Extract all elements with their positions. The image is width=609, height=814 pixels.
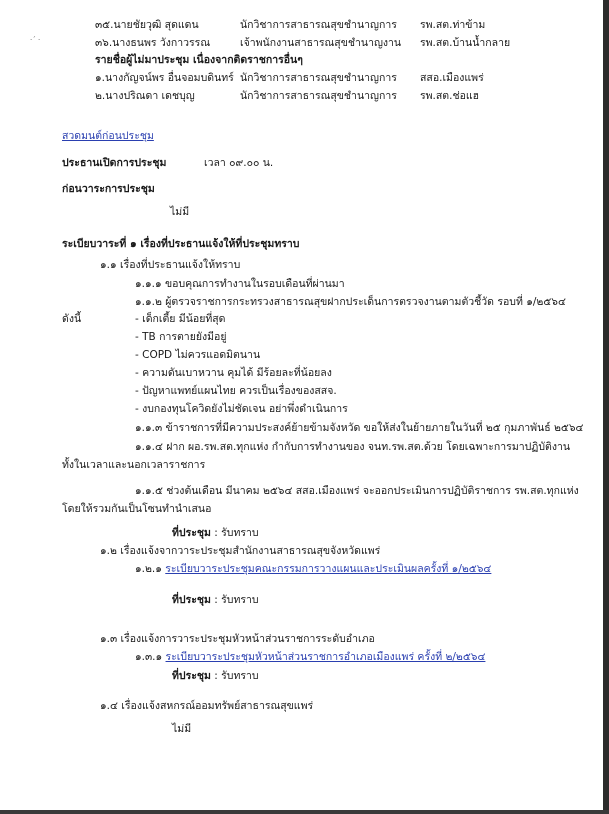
absentee-name: ๑.นางกัญจน์พร อื่นจอมบดินทร์	[95, 72, 234, 84]
scan-edge-right	[603, 0, 609, 814]
item-1-3-1-link[interactable]: ระเบียบวาระประชุมหัวหน้าส่วนราชการอำเภอเมืองแพร่ ครั้งที่ ๒/๒๕๖๔	[165, 651, 486, 663]
bullet-item: - งบกองทุนโควิดยังไม่ชัดเจน อย่าพึ่งดำเนินการ	[135, 403, 348, 415]
absentee-position: นักวิชาการสาธารณสุขชำนาญการ	[240, 72, 397, 84]
item-1-1-4-continuation: ทั้งในเวลาและนอกเวลาราชการ	[62, 459, 206, 471]
pre-meeting-prayer-link[interactable]: สวดมนต์ก่อนประชุม	[62, 130, 154, 142]
chair-opening-time: เวลา ๐๙.๐๐ น.	[204, 157, 274, 169]
resolution	[172, 527, 259, 540]
attendee-position: นักวิชาการสาธารณสุขชำนาญการ	[240, 19, 397, 31]
bullet-item: - ปัญหาแพทย์แผนไทย ควรเป็นเรื่องของสสจ.	[135, 385, 337, 397]
section-1-4-none: ไม่มี	[172, 723, 192, 735]
bullet-item: - TB การตายยังมีอยู่	[135, 331, 227, 343]
bullet-item: - ความดันเบาหวาน คุมได้ มีร้อยละที่น้อยลง	[135, 367, 332, 379]
item-1-1-4: ๑.๑.๔ ฝาก ผอ.รพ.สต.ทุกแห่ง กำกับการทำงานของ จนท.รพ.สต.ด้วย โดยเฉพาะการมาปฏิบัติงาน	[135, 441, 571, 453]
resolution-value: : รับทราบ	[210, 527, 259, 539]
absentee-office: รพ.สต.ช่อแฮ	[420, 90, 480, 102]
section-1-2: ๑.๒ เรื่องแจ้งจากวาระประชุมสำนักงานสาธารณสุขจังหวัดแพร่	[100, 545, 381, 557]
before-agenda-label: ก่อนวาระการประชุม	[62, 183, 155, 195]
resolution-label: ที่ประชุม	[172, 527, 211, 539]
item-1-1-5: ๑.๑.๕ ช่วงต้นเดือน มีนาคม ๒๕๖๔ สสอ.เมืองแพร่ จะออกประเมินการปฏิบัติราชการ รพ.สต.ทุกแห่ง	[135, 485, 579, 497]
attendee-office: รพ.สต.ท่าข้าม	[420, 19, 486, 31]
item-1-2-1-number: ๑.๒.๑	[135, 563, 162, 575]
item-1-1-3: ๑.๑.๓ ข้าราชการที่มีความประสงค์ย้ายข้ามจังหวัด ขอให้ส่งในย้ายภายในวันที่ ๒๕ กุมภาพันธ์ ๒๕๖๔	[135, 422, 584, 434]
section-1-3: ๑.๓ เรื่องแจ้งการวาระประชุมหัวหน้าส่วนราชการระดับอำเภอ	[100, 633, 375, 645]
attendee-position: เจ้าพนักงานสาธารณสุขชำนาญงาน	[240, 37, 402, 49]
scan-speck: ·ˊ ·	[30, 36, 41, 44]
resolution	[172, 594, 259, 607]
absentee-position: นักวิชาการสาธารณสุขชำนาญการ	[240, 90, 397, 102]
chair-opening-label: ประธานเปิดการประชุม	[62, 157, 167, 169]
scan-edge-bottom	[0, 810, 609, 814]
resolution-label: ที่ประชุม	[172, 670, 211, 682]
resolution	[172, 670, 259, 683]
absentee-office: สสอ.เมืองแพร่	[420, 72, 484, 84]
resolution-label: ที่ประชุม	[172, 594, 211, 606]
absent-heading: รายชื่อผู้ไม่มาประชุม เนื่องจากติดราชการอื่นๆ	[95, 54, 303, 66]
agenda-1-title: ระเบียบวาระที่ ๑ เรื่องที่ประธานแจ้งให้ที่ประชุมทราบ	[62, 238, 300, 250]
bullet-item: - เด็กเตี้ย มีน้อยที่สุด	[135, 313, 226, 325]
absentee-name: ๒.นางปริณดา เดชบุญ	[95, 90, 195, 102]
section-1-1: ๑.๑ เรื่องที่ประธานแจ้งให้ทราบ	[100, 259, 241, 271]
before-agenda-none: ไม่มี	[170, 206, 190, 218]
item-1-1-2: ๑.๑.๒ ผู้ตรวจราชการกระทรวงสาธารณสุขฝากประเด็นการตรวจงานตามตัวชี้วัด รอบที่ ๑/๒๕๖๔	[135, 296, 566, 308]
attendee-office: รพ.สต.บ้านน้ำกลาย	[420, 37, 511, 49]
item-1-3-1	[135, 651, 485, 664]
attendee-name: ๓๖.นางธนพร วังกาวรรณ	[95, 37, 211, 49]
item-1-1-1: ๑.๑.๑ ขอบคุณการทำงานในรอบเดือนที่ผ่านมา	[135, 278, 345, 290]
item-1-1-5-continuation: โดยให้รวมกันเป็นโซนทำนำเสนอ	[62, 503, 212, 515]
item-1-2-1	[135, 563, 491, 576]
bullet-item: - COPD ไม่ควรแอดมิตนาน	[135, 349, 261, 361]
item-1-2-1-link[interactable]: ระเบียบวาระประชุมคณะกรรมการวางแผนและประเมินผลครั้งที่ ๑/๒๕๖๔	[165, 563, 492, 575]
item-1-3-1-number: ๑.๓.๑	[135, 651, 163, 663]
resolution-value: : รับทราบ	[210, 670, 259, 682]
item-1-1-2-continuation: ดังนี้	[62, 313, 82, 325]
section-1-4: ๑.๔ เรื่องแจ้งสหกรณ์ออมทรัพย์สาธารณสุขแพร่	[100, 700, 314, 712]
resolution-value: : รับทราบ	[210, 594, 259, 606]
attendee-name: ๓๕.นายชัยวุฒิ สุดแดน	[95, 19, 199, 31]
